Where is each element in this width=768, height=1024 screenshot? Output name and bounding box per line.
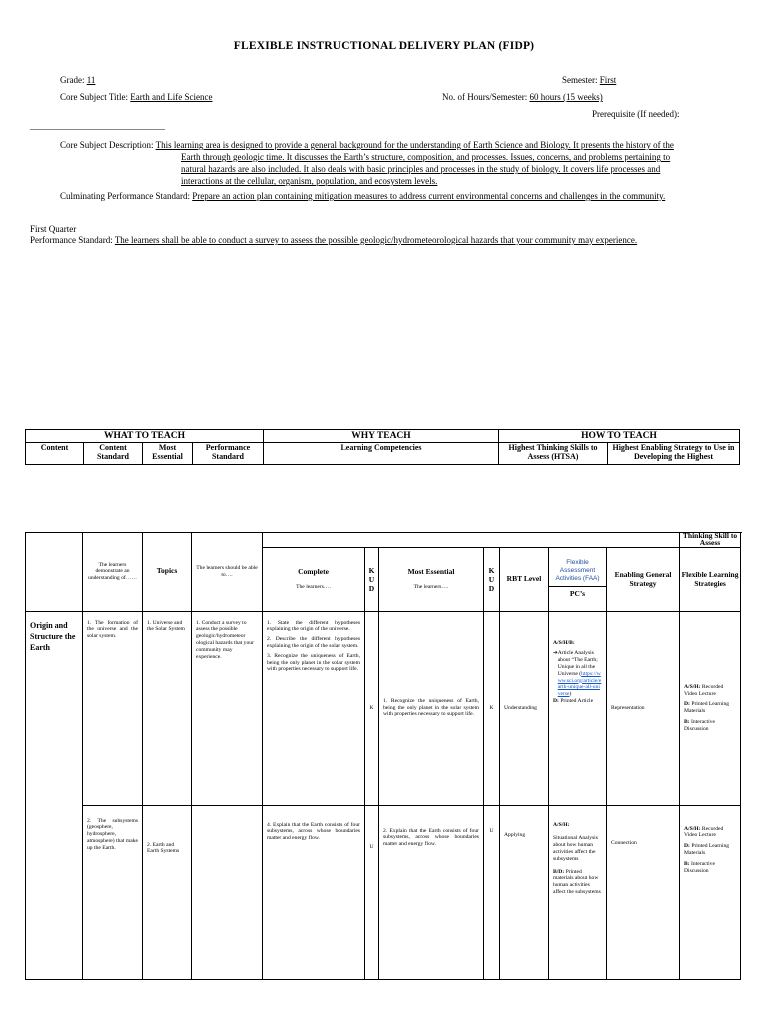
- col-most-essential: Most Essential: [143, 443, 193, 465]
- quarter-name: First Quarter: [30, 224, 77, 234]
- header-content-standard: The learners demonstrate an understanding of……: [83, 533, 143, 612]
- hours-value: 60 hours (15 weeks): [529, 92, 603, 102]
- culminating-standard: Culminating Performance Standard: Prepare an action plan containing mitigation measures to address current environmental concerns and challenges in the community.: [60, 191, 666, 201]
- header-faa: Flexible Assessment Activities (FAA) PC’s: [549, 547, 607, 611]
- subject-description: Core Subject Description: This learning area is designed to provide a general background for the understanding of Earth Science and Biology. It presents the history of the Earth through geologic time. It discusses the Earth’s structure, composition, and processes. Issues, concerns, and problems pertaining to natural hazards are also included. It also deals with basic principles and processes in the study of biology. It covers life processes and interactions at the cellular, organism, population, and ecosystem levels.: [60, 140, 674, 186]
- group-why-teach: WHY TEACH: [264, 430, 499, 443]
- table-row: 2. The subsystems (geosphere, hydrosphere, atmosphere) that make up the Earth. 2. Earth and Earth Systems 4. Explain that the Earth consists of four subsystems, across whose boundaries matter and energy flow. U 2. Explain that the Earth consists of four subsystems, across whose boundaries matter and energy flow. U Applying A/S/H: Situational Analysis about how human activities affect the subsystems B/D: Printed materials about how human activities affect the subsystems Connection A/S/H: Recorded Video Lecture D: Printed Learning Materials B: Interactive Discussion: [26, 805, 741, 979]
- semester-value: First: [599, 75, 617, 85]
- header-kud-2: K U D: [484, 547, 500, 611]
- grade-value: 11: [86, 75, 96, 85]
- semester-field: Semester: First: [562, 75, 617, 85]
- header-enabling-strategy: Enabling General Strategy: [607, 547, 680, 611]
- fidp-detail-table: [25, 532, 741, 980]
- table-row: Origin and Structure the Earth 1. The formation of the universe and the solar system. 1. Universe and the Solar System 1. Conduct a survey to assess the possible geologic/hydrometeor ological hazards that your community may experience. 1. State the different hypotheses explaining the origin of the universe. 2. Describe the different hypotheses explaining the origin of the solar system. 3. Recognize the uniqueness of Earth, being the only planet in the solar system with properties necessary to support life. K 1. Recognize the uniqueness of Earth, being the only planet in the solar system with properties necessary to support life. K Understanding A/S/H/B: ➔ Article Analysis about “The Earth; Unique in all the Universe (https://www.sci.org/article/earth-unique-all-universe) D: Printed Article Representation A/S/H: Recorded Video Lecture D: Printed Learning Materials B: Interactive Discussion: [26, 611, 741, 805]
- article-link[interactable]: https://www.sci.org/article/earth-unique-all-universe: [557, 670, 602, 698]
- header-performance: The learners should be able to….: [192, 533, 263, 612]
- quarter-performance-standard: Performance Standard: The learners shall be able to conduct a survey to assess the possible geologic/hydrometeorological hazards that your community may experience.: [30, 235, 638, 245]
- group-what-to-teach: WHAT TO TEACH: [26, 430, 264, 443]
- header-topics: Topics: [143, 533, 192, 612]
- prerequisite-line: ______________________________: [30, 121, 165, 131]
- description-label: Core Subject Description:: [60, 140, 154, 150]
- header-most-essential: Most Essential The learners….: [379, 547, 484, 611]
- content-cell: Origin and Structure the Earth: [26, 611, 83, 979]
- header-kud: K U D: [365, 547, 379, 611]
- header-rbt-level: RBT Level: [500, 547, 549, 611]
- arrow-bullet-icon: ➔: [553, 650, 558, 657]
- col-content-standard: Content Standard: [84, 443, 143, 465]
- col-performance-standard: Performance Standard: [193, 443, 264, 465]
- group-how-to-teach: HOW TO TEACH: [499, 430, 740, 443]
- page-title: FLEXIBLE INSTRUCTIONAL DELIVERY PLAN (FIDP): [233, 40, 535, 52]
- col-htsa: Highest Thinking Skills to Assess (HTSA): [499, 443, 608, 465]
- col-learning-competencies: Learning Competencies: [264, 443, 499, 465]
- fidp-summary-table: [25, 429, 740, 465]
- col-enabling-strategy: Highest Enabling Strategy to Use in Developing the Highest: [608, 443, 740, 465]
- prerequisite-label: Prerequisite (If needed):: [592, 109, 680, 119]
- grade-field: Grade: 11: [60, 75, 96, 85]
- faa-row2: A/S/H: Situational Analysis about how human activities affect the subsystems B/D: Printed materials about how human activities affect the subsystems: [549, 805, 607, 979]
- hours-field: No. of Hours/Semester: 60 hours (15 weeks): [442, 92, 603, 102]
- col-content: Content: [26, 443, 84, 465]
- header-complete: Complete The learners….: [263, 547, 365, 611]
- thinking-skill-header: Thinking Skill to Assess: [680, 533, 741, 548]
- header-flexible-strategies: Flexible Learning Strategies: [680, 547, 741, 611]
- subject-value: Earth and Life Science: [130, 92, 213, 102]
- faa-row1: A/S/H/B: ➔ Article Analysis about “The Earth; Unique in all the Universe (https://www.sci.org/article/earth-unique-all-universe) D: Printed Article: [549, 611, 607, 805]
- subject-field: Core Subject Title: Earth and Life Science: [60, 92, 213, 102]
